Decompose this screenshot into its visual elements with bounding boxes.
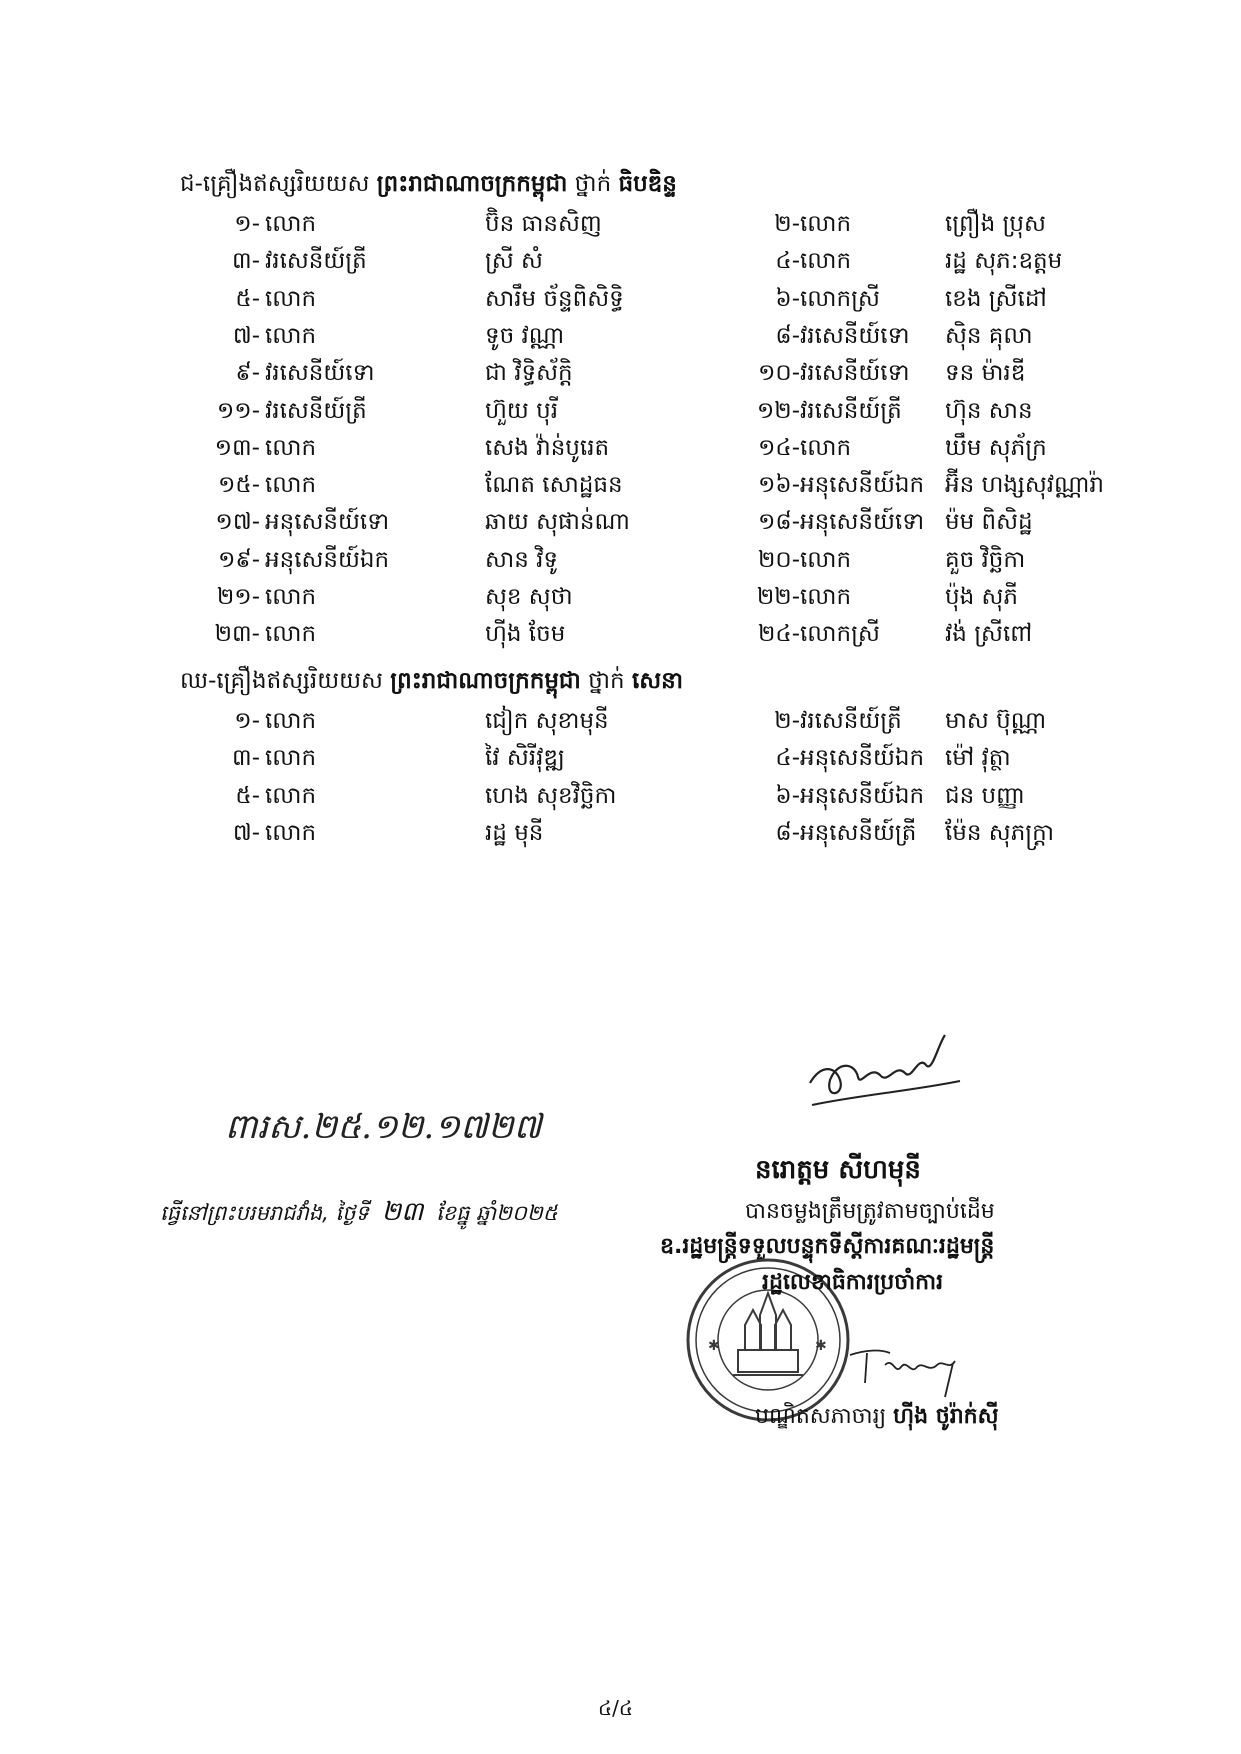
item-number: ១៧- <box>215 509 260 536</box>
item-title: អនុសេនីយ៍ឯក <box>800 472 925 499</box>
item-title: អនុសេនីយ៍ឯក <box>800 745 925 772</box>
item-title: លោក <box>800 248 852 275</box>
item-title: លោក <box>800 434 852 461</box>
svg-text:✱: ✱ <box>708 1338 720 1354</box>
item-title: លោកស្រី <box>800 621 880 648</box>
item-name: ប៊ិន ធានសិញ <box>485 211 602 237</box>
list-item <box>0 285 1241 325</box>
deputy-name: ហ៊ីង ថូរ៉ាក់ស៊ី <box>893 1404 999 1429</box>
item-name: ម៉ែន សុភក្រ្តា <box>945 819 1055 846</box>
item-name: ហ៊ុន សាន <box>945 397 1033 424</box>
item-name: ជៀក សុខាមុនី <box>485 708 609 734</box>
item-name: ម៉ម ពិសិដ្ឋ <box>945 509 1033 536</box>
item-number: ២៣- <box>214 621 260 648</box>
section-b-prefix: ឈ-គ្រឿងឥស្សរិយយស <box>180 668 383 694</box>
item-title: លោក <box>265 211 317 237</box>
item-title: លោក <box>800 546 852 573</box>
item-number: ៩- <box>235 360 260 387</box>
item-number: ៧- <box>232 322 260 349</box>
issued-day: ២៣ <box>381 1197 424 1227</box>
item-title: អនុសេនីយ៍ឯក <box>265 546 390 573</box>
issued-suffix: ខែធ្នូ ឆ្នាំ២០២៥ <box>436 1201 558 1225</box>
item-name: គួច វិច្ឆិកា <box>945 546 1026 573</box>
list-item <box>0 359 1241 399</box>
item-number: ១៣- <box>214 434 260 461</box>
list-item <box>0 707 1241 747</box>
item-number: ២០- <box>758 546 800 573</box>
item-name: ហ៊ីង ចែម <box>485 621 566 648</box>
list-item <box>0 210 1241 250</box>
list-item <box>0 322 1241 362</box>
item-name: សារឹម ច័ន្ទពិសិទ្ធិ <box>485 285 624 312</box>
signer-title: នរោត្តម <box>755 1155 830 1185</box>
royal-signature <box>800 1025 980 1119</box>
item-number: ១- <box>234 708 260 734</box>
item-number: ៦- <box>775 782 800 809</box>
item-number: ៣- <box>232 248 260 275</box>
office-line-1: ឧ.រដ្ឋមន្ត្រីទទួលបន្ទុកទីស្តីការគណៈរដ្ឋមន្ត្រី <box>660 1234 995 1259</box>
item-title: លោក <box>265 782 317 809</box>
item-number: ១៦- <box>758 472 800 499</box>
item-name: ព្រឿង ប្រុស <box>945 211 1046 237</box>
item-title: លោក <box>265 819 317 846</box>
item-name: រដ្ឋ សុភ:ឧត្តម <box>945 248 1063 275</box>
item-name: សាន វិទូ <box>485 546 559 573</box>
list-item <box>0 782 1241 822</box>
item-number: ១៥- <box>218 472 260 499</box>
list-item <box>0 819 1241 859</box>
item-number: ២- <box>774 211 800 237</box>
handwritten-reference: ពារស.២៥.១២.១៧២៧ <box>225 1107 542 1147</box>
item-name: ទូច វណ្ណា <box>485 322 565 349</box>
item-title: លោក <box>265 285 317 312</box>
item-number: ១០- <box>758 360 800 387</box>
section-a-grade: ធិបឌិន្ទ <box>618 171 677 197</box>
svg-text:✱: ✱ <box>815 1338 827 1354</box>
issued-prefix: ធ្វើនៅព្រះបរមរាជវាំង, ថ្ងៃទី <box>160 1201 369 1225</box>
item-title: លោក <box>265 708 317 734</box>
item-title: អនុសេនីយ៍ឯក <box>800 782 925 809</box>
item-title: លោក <box>265 584 317 610</box>
section-a-title <box>180 170 677 203</box>
item-title: វរសេនីយ៍ត្រី <box>800 397 902 424</box>
item-name: រដ្ឋ មុនី <box>485 819 544 846</box>
item-number: ៧- <box>232 819 260 846</box>
item-name: ម៉ៅ វុត្ថា <box>945 745 1011 772</box>
item-title: អនុសេនីយ៍ទោ <box>800 509 925 536</box>
section-a-name: ព្រះរាជាណាចក្រកម្ពុជា <box>376 171 568 197</box>
deputy-name-line <box>755 1402 999 1434</box>
item-name: វៃ សិរីវុឌ្ឍ <box>485 745 565 772</box>
item-number: ២២- <box>756 584 800 610</box>
item-title: លោក <box>265 322 317 349</box>
item-title: លោក <box>800 211 852 237</box>
list-item <box>0 744 1241 784</box>
item-number: ១៩- <box>218 546 260 573</box>
issued-line <box>160 1195 558 1233</box>
item-number: ៤- <box>775 248 800 275</box>
page-number: ៤/៤ <box>598 1696 634 1720</box>
section-b-grade-label: ថ្នាក់ <box>588 668 625 694</box>
item-title: លោក <box>265 745 317 772</box>
item-name: សុខ សុថា <box>485 584 573 610</box>
item-title: វរសេនីយ៍ទោ <box>800 322 910 349</box>
list-item <box>0 434 1241 474</box>
item-number: ៥- <box>235 782 260 809</box>
section-b-title <box>180 667 683 700</box>
deputy-signature <box>845 1335 975 1409</box>
item-title: វរសេនីយ៍ត្រី <box>800 708 902 734</box>
item-title: លោក <box>265 621 317 648</box>
list-item <box>0 546 1241 586</box>
list-item <box>0 508 1241 548</box>
item-number: ២- <box>774 708 800 734</box>
item-name: វង់ ស្រីពៅ <box>945 621 1033 648</box>
section-b-name: ព្រះរាជាណាចក្រកម្ពុជា <box>390 668 581 694</box>
section-a-grade-label: ថ្នាក់ <box>574 171 612 197</box>
item-number: ៥- <box>235 285 260 312</box>
item-title: វរសេនីយ៍ត្រី <box>265 248 367 275</box>
item-name: ជា វិទ្ធិស័ក្តិ <box>485 360 573 387</box>
item-number: ១២- <box>756 397 800 424</box>
item-title: វរសេនីយ៍ទោ <box>265 360 375 387</box>
item-name: ឃឹម សុភ័ក្រ <box>945 434 1047 461</box>
item-title: លោក <box>800 584 852 610</box>
item-number: ៨- <box>775 322 800 349</box>
item-number: ៤- <box>775 745 800 772</box>
list-item <box>0 471 1241 511</box>
item-title: អនុសេនីយ៍ទោ <box>265 509 390 536</box>
item-name: ហ៊ួយ បុរី <box>485 397 559 424</box>
section-a-prefix: ជ-គ្រឿងឥស្សរិយយស <box>180 171 370 197</box>
certified-copy-note: បានចម្លងត្រឹមត្រូវតាមច្បាប់ដើម <box>745 1199 995 1224</box>
list-item <box>0 583 1241 623</box>
item-number: ១៨- <box>758 509 800 536</box>
item-name: ណែត សោដ្ឋធន <box>485 472 623 499</box>
deputy-title: បណ្ឌិតសភាចារ្យ <box>755 1404 887 1429</box>
item-number: ១- <box>234 211 260 237</box>
item-name: ស៊ិន គុលា <box>945 322 1033 349</box>
item-title: វរសេនីយ៍ត្រី <box>265 397 367 424</box>
item-name: ខេង ស្រីដៅ <box>945 285 1047 312</box>
item-name: ប៉ុង សុភី <box>945 584 1019 610</box>
item-number: ២៤- <box>758 621 800 648</box>
item-name: ឆាយ សុផាន់ណា <box>485 509 630 536</box>
list-item <box>0 247 1241 287</box>
item-name: អ៊ីន ហង្សសុវណ្ណារ៉ា <box>945 472 1105 499</box>
item-title: លោក <box>265 434 317 461</box>
item-name: ទន ម៉ារឌី <box>945 360 1026 387</box>
item-number: ១១- <box>216 397 260 424</box>
item-name: ហេង សុខវិច្ឆិកា <box>485 782 617 809</box>
list-item <box>0 620 1241 660</box>
list-item <box>0 397 1241 437</box>
item-number: ២១- <box>216 584 260 610</box>
item-name: ជន បញ្ញា <box>945 782 1025 809</box>
item-name: ស្រី សំ <box>485 248 543 275</box>
item-name: សេង វ៉ាន់បូរេត <box>485 434 610 461</box>
item-number: ១៤- <box>758 434 800 461</box>
item-title: អនុសេនីយ៍ត្រី <box>800 819 917 846</box>
item-number: ៦- <box>775 285 800 312</box>
item-title: វរសេនីយ៍ទោ <box>800 360 910 387</box>
section-b-grade: សេនា <box>631 668 684 694</box>
item-name: មាស ប៊ុណ្ណា <box>945 708 1047 734</box>
signer-name <box>755 1153 921 1191</box>
signer-given-name: សីហមុនី <box>838 1155 921 1185</box>
office-line-2: រដ្ឋលេខាធិការប្រចាំការ <box>762 1270 944 1295</box>
item-number: ៨- <box>775 819 800 846</box>
item-title: លោកស្រី <box>800 285 880 312</box>
item-title: លោក <box>265 472 317 499</box>
item-number: ៣- <box>232 745 260 772</box>
